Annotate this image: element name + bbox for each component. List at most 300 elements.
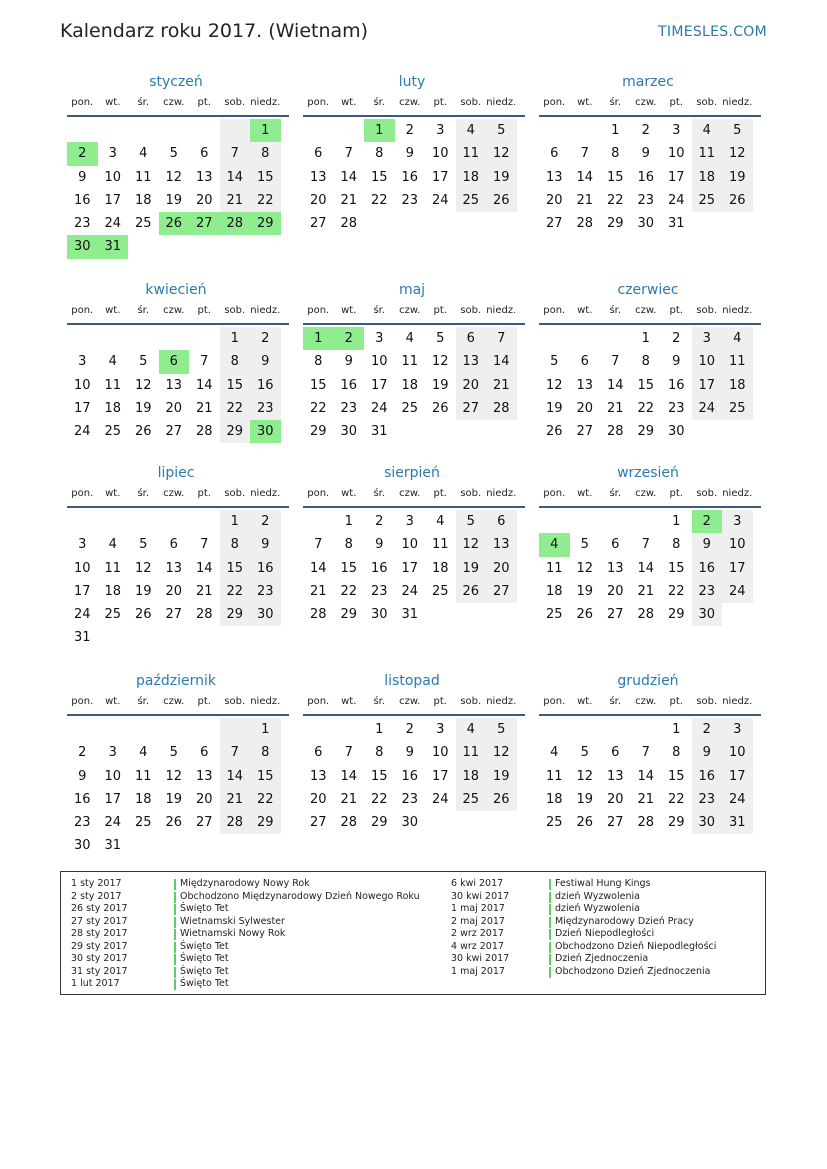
day-cell[interactable]: 5: [456, 510, 487, 533]
day-cell[interactable]: 4: [692, 119, 723, 142]
day-cell[interactable]: 18: [104, 583, 122, 599]
day-cell[interactable]: 23: [692, 788, 723, 811]
day-cell[interactable]: 11: [431, 537, 449, 553]
day-cell[interactable]: 12: [486, 741, 517, 764]
day-cell[interactable]: 4: [722, 327, 753, 350]
day-cell[interactable]: 27: [195, 815, 213, 831]
day-cell[interactable]: 31: [722, 811, 753, 834]
day-cell[interactable]: 17: [73, 400, 91, 416]
day-cell[interactable]: 24: [73, 607, 91, 623]
day-cell[interactable]: 11: [722, 350, 753, 373]
day-cell[interactable]: 4: [139, 146, 148, 162]
day-cell[interactable]: 31: [370, 424, 388, 440]
day-cell[interactable]: 1: [672, 722, 681, 737]
day-cell[interactable]: 6: [611, 745, 620, 761]
day-cell[interactable]: 5: [436, 331, 445, 346]
day-cell[interactable]: 28: [637, 607, 655, 623]
day-cell[interactable]: 25: [545, 607, 563, 623]
day-cell[interactable]: 2: [250, 510, 281, 533]
day-cell[interactable]: 10: [692, 350, 723, 373]
day-cell[interactable]: 4: [539, 533, 570, 556]
day-cell[interactable]: 1: [220, 327, 251, 350]
day-cell[interactable]: 25: [456, 788, 487, 811]
day-cell[interactable]: 9: [641, 146, 650, 162]
day-cell[interactable]: 1: [250, 119, 281, 142]
day-cell[interactable]: 26: [134, 607, 152, 623]
day-cell[interactable]: 10: [370, 354, 388, 370]
day-cell[interactable]: 24: [722, 580, 753, 603]
day-cell[interactable]: 19: [431, 377, 449, 393]
day-cell[interactable]: 6: [314, 745, 323, 761]
day-cell[interactable]: 22: [220, 397, 251, 420]
day-cell[interactable]: 25: [134, 815, 152, 831]
day-cell[interactable]: 27: [165, 607, 183, 623]
day-cell[interactable]: 19: [165, 791, 183, 807]
day-cell[interactable]: 15: [220, 374, 251, 397]
day-cell[interactable]: 20: [486, 557, 517, 580]
day-cell[interactable]: 31: [98, 235, 129, 258]
day-cell[interactable]: 10: [722, 741, 753, 764]
day-cell[interactable]: 18: [692, 166, 723, 189]
day-cell[interactable]: 18: [431, 560, 449, 576]
day-cell[interactable]: 27: [576, 424, 594, 440]
day-cell[interactable]: 22: [220, 580, 251, 603]
day-cell[interactable]: 24: [401, 583, 419, 599]
day-cell[interactable]: 20: [606, 791, 624, 807]
day-cell[interactable]: 12: [576, 768, 594, 784]
day-cell[interactable]: 8: [672, 745, 681, 761]
day-cell[interactable]: 20: [456, 374, 487, 397]
day-cell[interactable]: 27: [456, 397, 487, 420]
day-cell[interactable]: 15: [637, 377, 655, 393]
day-cell[interactable]: 2: [692, 718, 723, 741]
day-cell[interactable]: 29: [667, 815, 685, 831]
day-cell[interactable]: 20: [309, 791, 327, 807]
day-cell[interactable]: 18: [134, 192, 152, 208]
day-cell[interactable]: 17: [104, 791, 122, 807]
day-cell[interactable]: 30: [340, 424, 358, 440]
day-cell[interactable]: 23: [250, 397, 281, 420]
day-cell[interactable]: 2: [405, 722, 414, 737]
day-cell[interactable]: 11: [545, 560, 563, 576]
day-cell[interactable]: 3: [78, 537, 87, 553]
day-cell[interactable]: 24: [370, 400, 388, 416]
day-cell[interactable]: 8: [314, 354, 323, 370]
day-cell[interactable]: 24: [73, 424, 91, 440]
day-cell[interactable]: 8: [672, 537, 681, 553]
day-cell[interactable]: 7: [641, 537, 650, 553]
day-cell[interactable]: 15: [250, 166, 281, 189]
day-cell[interactable]: 2: [405, 123, 414, 138]
day-cell[interactable]: 16: [73, 192, 91, 208]
day-cell[interactable]: 9: [78, 169, 87, 185]
day-cell[interactable]: 19: [165, 192, 183, 208]
day-cell[interactable]: 23: [370, 583, 388, 599]
day-cell[interactable]: 17: [73, 583, 91, 599]
day-cell[interactable]: 14: [195, 377, 213, 393]
day-cell[interactable]: 3: [692, 327, 723, 350]
day-cell[interactable]: 24: [667, 192, 685, 208]
day-cell[interactable]: 14: [340, 768, 358, 784]
day-cell[interactable]: 23: [401, 791, 419, 807]
day-cell[interactable]: 15: [370, 169, 388, 185]
day-cell[interactable]: 13: [456, 350, 487, 373]
day-cell[interactable]: 23: [692, 580, 723, 603]
day-cell[interactable]: 24: [104, 815, 122, 831]
day-cell[interactable]: 14: [340, 169, 358, 185]
day-cell[interactable]: 30: [692, 811, 723, 834]
day-cell[interactable]: 22: [667, 583, 685, 599]
day-cell[interactable]: 30: [667, 424, 685, 440]
day-cell[interactable]: 19: [456, 557, 487, 580]
day-cell[interactable]: 23: [250, 580, 281, 603]
day-cell[interactable]: 29: [637, 424, 655, 440]
day-cell[interactable]: 4: [405, 331, 414, 346]
day-cell[interactable]: 21: [220, 788, 251, 811]
day-cell[interactable]: 14: [486, 350, 517, 373]
day-cell[interactable]: 15: [667, 560, 685, 576]
day-cell[interactable]: 20: [165, 400, 183, 416]
day-cell[interactable]: 5: [550, 354, 559, 370]
day-cell[interactable]: 27: [486, 580, 517, 603]
day-cell[interactable]: 11: [134, 169, 152, 185]
day-cell[interactable]: 6: [200, 745, 209, 761]
day-cell[interactable]: 1: [220, 510, 251, 533]
day-cell[interactable]: 1: [364, 119, 395, 142]
day-cell[interactable]: 30: [692, 603, 723, 626]
day-cell[interactable]: 14: [637, 768, 655, 784]
day-cell[interactable]: 16: [637, 169, 655, 185]
day-cell[interactable]: 16: [250, 374, 281, 397]
day-cell[interactable]: 22: [370, 791, 388, 807]
day-cell[interactable]: 7: [200, 354, 209, 370]
day-cell[interactable]: 12: [165, 169, 183, 185]
day-cell[interactable]: 12: [576, 560, 594, 576]
day-cell[interactable]: 24: [104, 216, 122, 232]
day-cell[interactable]: 9: [375, 537, 384, 553]
day-cell[interactable]: 30: [370, 607, 388, 623]
day-cell[interactable]: 8: [611, 146, 620, 162]
day-cell[interactable]: 31: [401, 607, 419, 623]
day-cell[interactable]: 12: [486, 142, 517, 165]
day-cell[interactable]: 9: [405, 146, 414, 162]
day-cell[interactable]: 8: [220, 350, 251, 373]
day-cell[interactable]: 19: [545, 400, 563, 416]
day-cell[interactable]: 25: [456, 189, 487, 212]
day-cell[interactable]: 15: [309, 377, 327, 393]
day-cell[interactable]: 2: [67, 142, 98, 165]
day-cell[interactable]: 21: [340, 192, 358, 208]
day-cell[interactable]: 2: [78, 745, 87, 761]
day-cell[interactable]: 7: [314, 537, 323, 553]
day-cell[interactable]: 4: [139, 745, 148, 761]
day-cell[interactable]: 30: [401, 815, 419, 831]
day-cell[interactable]: 29: [606, 216, 624, 232]
day-cell[interactable]: 25: [401, 400, 419, 416]
day-cell[interactable]: 3: [436, 722, 445, 737]
day-cell[interactable]: 13: [486, 533, 517, 556]
day-cell[interactable]: 27: [606, 607, 624, 623]
day-cell[interactable]: 12: [165, 768, 183, 784]
day-cell[interactable]: 7: [220, 142, 251, 165]
day-cell[interactable]: 2: [692, 510, 723, 533]
day-cell[interactable]: 22: [250, 788, 281, 811]
day-cell[interactable]: 1: [672, 514, 681, 529]
day-cell[interactable]: 12: [134, 560, 152, 576]
day-cell[interactable]: 25: [722, 397, 753, 420]
day-cell[interactable]: 10: [73, 377, 91, 393]
day-cell[interactable]: 16: [667, 377, 685, 393]
day-cell[interactable]: 21: [195, 400, 213, 416]
day-cell[interactable]: 10: [104, 768, 122, 784]
day-cell[interactable]: 24: [431, 791, 449, 807]
day-cell[interactable]: 3: [108, 745, 117, 761]
day-cell[interactable]: 21: [220, 189, 251, 212]
day-cell[interactable]: 30: [250, 603, 281, 626]
day-cell[interactable]: 30: [67, 235, 98, 258]
day-cell[interactable]: 25: [104, 607, 122, 623]
day-cell[interactable]: 29: [220, 603, 251, 626]
day-cell[interactable]: 8: [220, 533, 251, 556]
day-cell[interactable]: 22: [340, 583, 358, 599]
day-cell[interactable]: 8: [250, 142, 281, 165]
day-cell[interactable]: 19: [134, 400, 152, 416]
day-cell[interactable]: 5: [139, 354, 148, 370]
day-cell[interactable]: 14: [195, 560, 213, 576]
day-cell[interactable]: 23: [340, 400, 358, 416]
day-cell[interactable]: 28: [195, 424, 213, 440]
day-cell[interactable]: 18: [545, 583, 563, 599]
day-cell[interactable]: 1: [250, 718, 281, 741]
day-cell[interactable]: 17: [431, 169, 449, 185]
day-cell[interactable]: 19: [576, 583, 594, 599]
day-cell[interactable]: 13: [576, 377, 594, 393]
day-cell[interactable]: 10: [401, 537, 419, 553]
day-cell[interactable]: 21: [340, 791, 358, 807]
day-cell[interactable]: 10: [667, 146, 685, 162]
day-cell[interactable]: 27: [309, 815, 327, 831]
day-cell[interactable]: 26: [545, 424, 563, 440]
day-cell[interactable]: 6: [314, 146, 323, 162]
day-cell[interactable]: 18: [401, 377, 419, 393]
day-cell[interactable]: 11: [401, 354, 419, 370]
day-cell[interactable]: 15: [220, 557, 251, 580]
day-cell[interactable]: 3: [405, 514, 414, 529]
day-cell[interactable]: 26: [165, 815, 183, 831]
day-cell[interactable]: 2: [334, 327, 365, 350]
day-cell[interactable]: 12: [134, 377, 152, 393]
day-cell[interactable]: 22: [637, 400, 655, 416]
day-cell[interactable]: 15: [340, 560, 358, 576]
day-cell[interactable]: 26: [486, 788, 517, 811]
day-cell[interactable]: 27: [606, 815, 624, 831]
day-cell[interactable]: 25: [545, 815, 563, 831]
day-cell[interactable]: 13: [606, 560, 624, 576]
day-cell[interactable]: 6: [159, 350, 190, 373]
day-cell[interactable]: 7: [344, 146, 353, 162]
day-cell[interactable]: 5: [722, 119, 753, 142]
day-cell[interactable]: 23: [73, 815, 91, 831]
day-cell[interactable]: 5: [486, 718, 517, 741]
day-cell[interactable]: 31: [73, 630, 91, 646]
day-cell[interactable]: 16: [692, 765, 723, 788]
day-cell[interactable]: 13: [545, 169, 563, 185]
day-cell[interactable]: 3: [108, 146, 117, 162]
day-cell[interactable]: 6: [580, 354, 589, 370]
day-cell[interactable]: 3: [436, 123, 445, 138]
day-cell[interactable]: 22: [606, 192, 624, 208]
day-cell[interactable]: 28: [195, 607, 213, 623]
day-cell[interactable]: 30: [637, 216, 655, 232]
day-cell[interactable]: 22: [667, 791, 685, 807]
day-cell[interactable]: 30: [250, 420, 281, 443]
day-cell[interactable]: 7: [200, 537, 209, 553]
day-cell[interactable]: 26: [722, 189, 753, 212]
day-cell[interactable]: 28: [606, 424, 624, 440]
day-cell[interactable]: 31: [667, 216, 685, 232]
day-cell[interactable]: 28: [340, 216, 358, 232]
day-cell[interactable]: 1: [344, 514, 353, 529]
day-cell[interactable]: 18: [134, 791, 152, 807]
day-cell[interactable]: 29: [309, 424, 327, 440]
day-cell[interactable]: 24: [692, 397, 723, 420]
day-cell[interactable]: 6: [550, 146, 559, 162]
day-cell[interactable]: 9: [250, 533, 281, 556]
day-cell[interactable]: 4: [456, 718, 487, 741]
day-cell[interactable]: 12: [545, 377, 563, 393]
day-cell[interactable]: 15: [250, 765, 281, 788]
day-cell[interactable]: 27: [309, 216, 327, 232]
day-cell[interactable]: 10: [431, 146, 449, 162]
day-cell[interactable]: 8: [344, 537, 353, 553]
day-cell[interactable]: 1: [375, 722, 384, 737]
day-cell[interactable]: 25: [104, 424, 122, 440]
day-cell[interactable]: 14: [309, 560, 327, 576]
day-cell[interactable]: 7: [344, 745, 353, 761]
day-cell[interactable]: 24: [431, 192, 449, 208]
day-cell[interactable]: 8: [375, 745, 384, 761]
day-cell[interactable]: 1: [641, 331, 650, 346]
day-cell[interactable]: 20: [545, 192, 563, 208]
day-cell[interactable]: 16: [370, 560, 388, 576]
day-cell[interactable]: 28: [340, 815, 358, 831]
day-cell[interactable]: 18: [456, 166, 487, 189]
day-cell[interactable]: 13: [309, 169, 327, 185]
day-cell[interactable]: 1: [611, 123, 620, 138]
day-cell[interactable]: 12: [431, 354, 449, 370]
day-cell[interactable]: 4: [436, 514, 445, 529]
day-cell[interactable]: 13: [195, 169, 213, 185]
day-cell[interactable]: 20: [195, 192, 213, 208]
day-cell[interactable]: 25: [134, 216, 152, 232]
day-cell[interactable]: 26: [486, 189, 517, 212]
day-cell[interactable]: 8: [250, 741, 281, 764]
day-cell[interactable]: 11: [104, 560, 122, 576]
day-cell[interactable]: 20: [165, 583, 183, 599]
day-cell[interactable]: 11: [456, 741, 487, 764]
day-cell[interactable]: 19: [486, 166, 517, 189]
day-cell[interactable]: 18: [456, 765, 487, 788]
day-cell[interactable]: 7: [641, 745, 650, 761]
day-cell[interactable]: 6: [611, 537, 620, 553]
day-cell[interactable]: 26: [576, 607, 594, 623]
day-cell[interactable]: 30: [73, 838, 91, 854]
day-cell[interactable]: 31: [104, 838, 122, 854]
day-cell[interactable]: 25: [431, 583, 449, 599]
day-cell[interactable]: 14: [606, 377, 624, 393]
day-cell[interactable]: 26: [159, 212, 190, 235]
day-cell[interactable]: 21: [195, 583, 213, 599]
day-cell[interactable]: 2: [250, 327, 281, 350]
day-cell[interactable]: 3: [722, 510, 753, 533]
day-cell[interactable]: 4: [108, 354, 117, 370]
day-cell[interactable]: 11: [104, 377, 122, 393]
day-cell[interactable]: 14: [220, 166, 251, 189]
day-cell[interactable]: 21: [576, 192, 594, 208]
day-cell[interactable]: 16: [401, 169, 419, 185]
day-cell[interactable]: 3: [672, 123, 681, 138]
day-cell[interactable]: 13: [309, 768, 327, 784]
day-cell[interactable]: 21: [637, 791, 655, 807]
day-cell[interactable]: 19: [722, 166, 753, 189]
day-cell[interactable]: 13: [165, 560, 183, 576]
day-cell[interactable]: 4: [456, 119, 487, 142]
day-cell[interactable]: 6: [456, 327, 487, 350]
day-cell[interactable]: 6: [169, 537, 178, 553]
day-cell[interactable]: 26: [456, 580, 487, 603]
day-cell[interactable]: 28: [576, 216, 594, 232]
day-cell[interactable]: 17: [667, 169, 685, 185]
day-cell[interactable]: 9: [405, 745, 414, 761]
day-cell[interactable]: 2: [641, 123, 650, 138]
day-cell[interactable]: 13: [195, 768, 213, 784]
day-cell[interactable]: 23: [637, 192, 655, 208]
day-cell[interactable]: 9: [344, 354, 353, 370]
day-cell[interactable]: 6: [200, 146, 209, 162]
day-cell[interactable]: 10: [431, 745, 449, 761]
day-cell[interactable]: 26: [134, 424, 152, 440]
day-cell[interactable]: 27: [165, 424, 183, 440]
day-cell[interactable]: 17: [692, 374, 723, 397]
day-cell[interactable]: 17: [431, 768, 449, 784]
day-cell[interactable]: 22: [250, 189, 281, 212]
day-cell[interactable]: 11: [545, 768, 563, 784]
day-cell[interactable]: 20: [195, 791, 213, 807]
day-cell[interactable]: 27: [189, 212, 220, 235]
day-cell[interactable]: 16: [692, 557, 723, 580]
day-cell[interactable]: 21: [309, 583, 327, 599]
day-cell[interactable]: 25: [692, 189, 723, 212]
day-cell[interactable]: 5: [486, 119, 517, 142]
day-cell[interactable]: 7: [220, 741, 251, 764]
day-cell[interactable]: 7: [580, 146, 589, 162]
day-cell[interactable]: 19: [486, 765, 517, 788]
day-cell[interactable]: 28: [220, 212, 251, 235]
day-cell[interactable]: 9: [692, 741, 723, 764]
day-cell[interactable]: 14: [637, 560, 655, 576]
day-cell[interactable]: 16: [401, 768, 419, 784]
day-cell[interactable]: 16: [73, 791, 91, 807]
day-cell[interactable]: 20: [606, 583, 624, 599]
day-cell[interactable]: 29: [220, 420, 251, 443]
day-cell[interactable]: 17: [401, 560, 419, 576]
day-cell[interactable]: 7: [611, 354, 620, 370]
day-cell[interactable]: 19: [576, 791, 594, 807]
day-cell[interactable]: 10: [73, 560, 91, 576]
day-cell[interactable]: 21: [486, 374, 517, 397]
day-cell[interactable]: 7: [486, 327, 517, 350]
day-cell[interactable]: 9: [78, 768, 87, 784]
